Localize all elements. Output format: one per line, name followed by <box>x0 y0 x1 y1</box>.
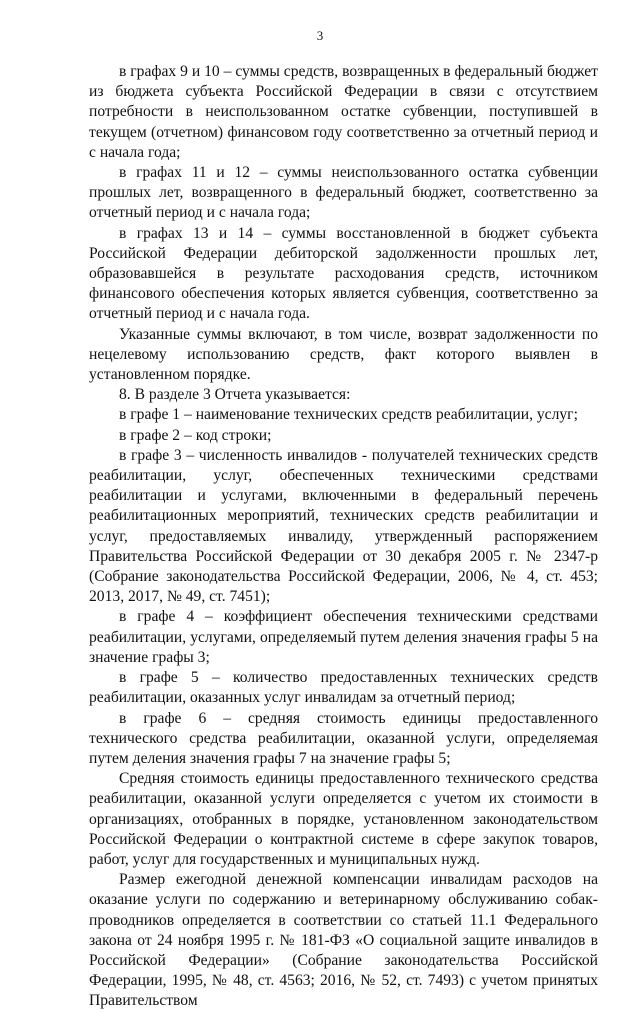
paragraph: в графе 3 – численность инвалидов - получателей технических средств реабилитации, услуг, обеспеченных техническими средствами реабилитации и услугами, включенными в федеральный перечень реабилитационных мероприятий, технических средств реабилитации и услуг, предоставляемых инвалиду, утвержденный распоряжением Правительства Российской Федерации от 30 декабря 2005 г. № 2347-р (Собрание законодательства Российской Федерации, 2006, № 4, ст. 453; 2013, 2017, № 49, ст. 7451); <box>89 446 598 606</box>
paragraph: Указанные суммы включают, в том числе, возврат задолженности по нецелевому использованию средств, факт которого выявлен в установленном порядке. <box>89 325 598 384</box>
document-body <box>89 62 598 1012</box>
paragraph: в графе 6 – средняя стоимость единицы предоставленного технического средства реабилитации, оказанной услуги, определяемая путем деления значения графы 7 на значение графы 5; <box>89 709 598 767</box>
paragraph: в графе 1 – наименование технических средств реабилитации, услуг; <box>119 406 578 424</box>
paragraph: Размер ежегодной денежной компенсации инвалидам расходов на оказание услуги по содержанию и ветеринарному обслуживанию собак-проводников определяется в соответствии со статьей 11.1 Федерального закона от 24 ноября 1995 г. № 181-ФЗ «О социальной защите инвалидов в Российской Федерации» (Собрание законодательства Российской Федерации, 1995, № 48, ст. 4563; 2016, № 52, ст. 7493) с учетом принятых Правительством <box>89 871 598 1010</box>
paragraph: 8. В разделе 3 Отчета указывается: <box>119 386 351 404</box>
paragraph: в графах 11 и 12 – суммы неиспользованного остатка субвенции прошлых лет, возвращенного в федеральный бюджет, соответственно за отчетный период и с начала года; <box>89 164 598 222</box>
paragraph: в графе 5 – количество предоставленных технических средств реабилитации, оказанных услуг инвалидам за отчетный период; <box>89 669 598 707</box>
page-number: 3 <box>316 28 324 43</box>
paragraph: в графе 4 – коэффициент обеспечения техническими средствами реабилитации, услугами, определяемый путем деления значения графы 5 на значение графы 3; <box>89 608 598 666</box>
paragraph: в графах 9 и 10 – суммы средств, возвращенных в федеральный бюджет из бюджета субъекта Российской Федерации в связи с отсутствием потребности в неиспользованном остатке субвенции, поступившей в текущем (отчетном) финансовом году соответственно за отчетный период и с начала года; <box>89 63 598 161</box>
paragraph: в графах 13 и 14 – суммы восстановленной в бюджет субъекта Российской Федерации дебиторской задолженности прошлых лет, образовавшейся в результате расходования средств, источником финансового обеспечения которых является субвенция, соответственно за отчетный период и с начала года. <box>89 224 598 323</box>
paragraph: в графе 2 – код строки; <box>119 426 272 444</box>
paragraph: Средняя стоимость единицы предоставленного технического средства реабилитации, оказанной услуги определяется с учетом их стоимости в организациях, отобранных в порядке, установленном законодательством Российской Федерации о контрактной системе в сфере закупок товаров, работ, услуг для государственных и муниципальных нужд. <box>89 770 598 868</box>
